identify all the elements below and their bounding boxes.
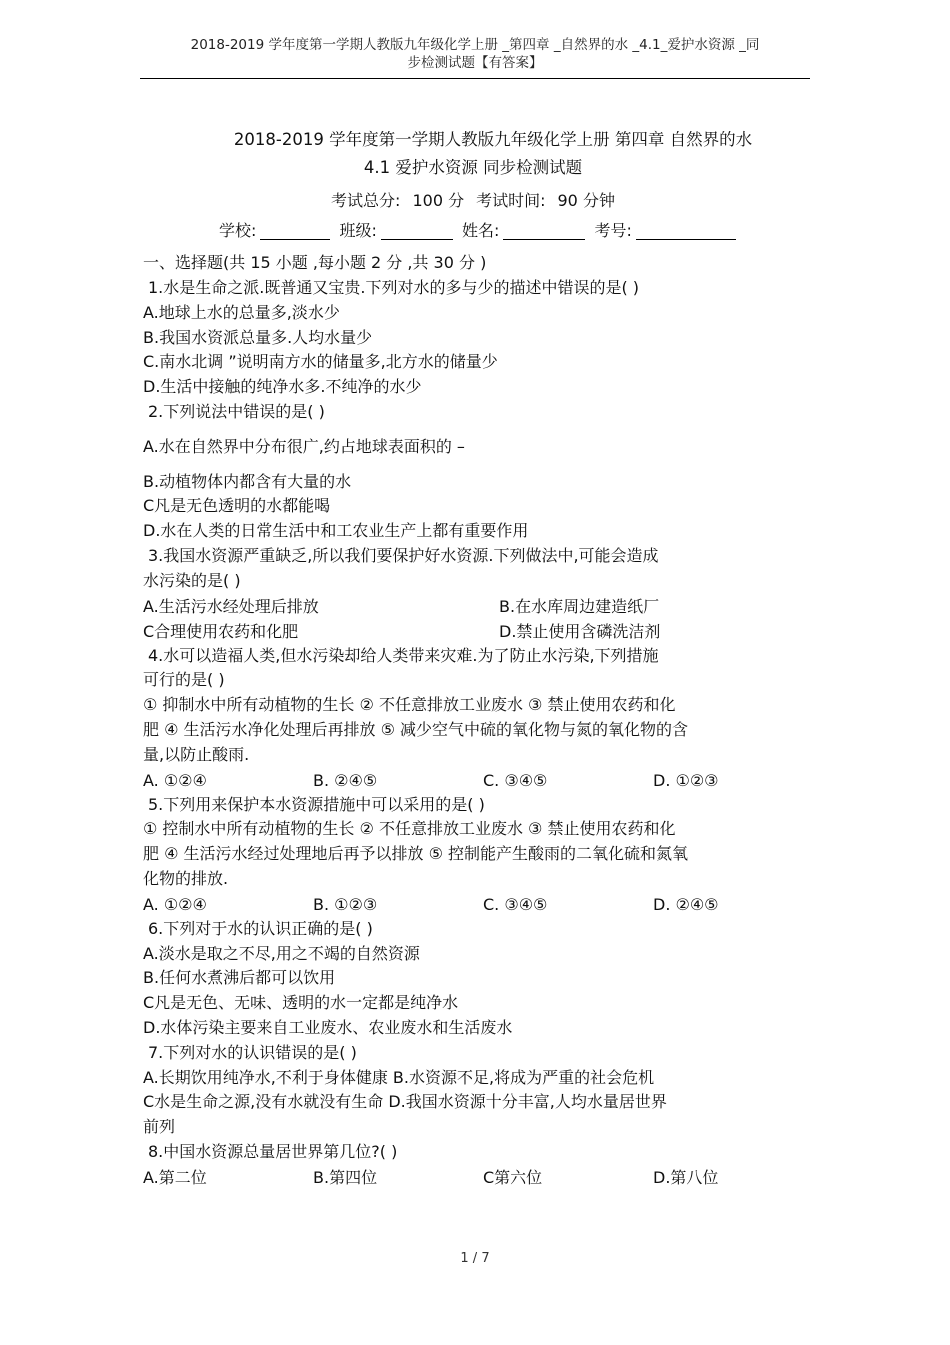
question-8-stem: 8.中国水资源总量居世界第几位?( ): [148, 1141, 398, 1161]
question-1-option-b: B.我国水资派总量多.人均水量少: [143, 327, 373, 347]
question-1-option-d: D.生活中接触的纯净水多.不纯净的水少: [143, 377, 422, 397]
question-4-option-a: A. ①②④: [143, 770, 207, 790]
header-divider: [140, 78, 810, 79]
question-4-body-1: ① 抑制水中所有动植物的生长 ② 不任意排放工业废水 ③ 禁止使用农药和化: [143, 695, 676, 715]
question-3-option-a: A.生活污水经处理后排放: [143, 596, 319, 616]
question-7-options-cd-cont: 前列: [143, 1117, 176, 1137]
question-5-option-b: B. ①②③: [313, 894, 378, 914]
question-5-body-2: 肥 ④ 生活污水经过处理地后再予以排放 ⑤ 控制能产生酸雨的二氧化硫和氮氧: [143, 844, 689, 864]
number-label: 考号:: [594, 221, 632, 240]
running-header-line-1: 2018-2019 学年度第一学期人教版九年级化学上册 _第四章 _自然界的水 _4.1_爱护水资源 _同: [190, 37, 760, 53]
class-blank[interactable]: [381, 219, 453, 240]
question-3-stem-cont: 水污染的是( ): [143, 570, 241, 590]
total-score-label: 考试总分:: [331, 191, 401, 210]
question-2-option-d: D.水在人类的日常生活中和工农业生产上都有重要作用: [143, 521, 529, 541]
question-6-stem: 6.下列对于水的认识正确的是( ): [148, 918, 373, 938]
name-label: 姓名:: [462, 221, 500, 240]
question-3-option-c: C合理使用农药和化肥: [143, 621, 299, 641]
question-8-option-a: A.第二位: [143, 1167, 207, 1187]
exam-time-label: 考试时间:: [476, 191, 546, 210]
class-label: 班级:: [339, 221, 377, 240]
question-1-option-a: A.地球上水的总量多,淡水少: [143, 302, 340, 322]
question-4-stem: 4.水可以造福人类,但水污染却给人类带来灾难.为了防止水污染,下列措施: [148, 645, 659, 665]
question-3-option-d: D.禁止使用含磷洗洁剂: [499, 621, 661, 641]
name-blank[interactable]: [503, 219, 585, 240]
question-8-option-d: D.第八位: [653, 1167, 719, 1187]
question-5-body-1: ① 控制水中所有动植物的生长 ② 不任意排放工业废水 ③ 禁止使用农药和化: [143, 819, 676, 839]
question-2-option-a: A.水在自然界中分布很广,约占地球表面积的 –: [143, 436, 465, 456]
page-number: 1 / 7: [460, 1251, 490, 1266]
number-blank[interactable]: [636, 219, 736, 240]
question-5-option-a: A. ①②④: [143, 894, 207, 914]
question-4-body-3: 量,以防止酸雨.: [143, 744, 250, 764]
question-7-stem: 7.下列对水的认识错误的是( ): [148, 1042, 357, 1062]
student-info: [215, 216, 803, 246]
exam-meta: [143, 186, 803, 216]
question-1-stem: 1.水是生命之派.既普通又宝贵.下列对水的多与少的描述中错误的是( ): [148, 278, 640, 297]
document-title-line-1: 2018-2019 学年度第一学期人教版九年级化学上册 第四章 自然界的水: [233, 130, 753, 149]
question-3-option-b: B.在水库周边建造纸厂: [499, 596, 660, 616]
question-6-option-d: D.水体污染主要来自工业废水、农业废水和生活废水: [143, 1017, 513, 1037]
school-blank[interactable]: [260, 219, 330, 240]
exam-time-value: 90 分钟: [557, 191, 615, 210]
school-label: 学校:: [219, 221, 257, 240]
question-4-stem-cont: 可行的是( ): [143, 670, 225, 690]
question-5-option-d: D. ②④⑤: [653, 894, 719, 914]
question-1-option-c: C.南水北调 ”说明南方水的储量多,北方水的储量少: [143, 352, 498, 372]
section-title: 一、选择题(共 15 小题 ,每小题 2 分 ,共 30 分 ): [143, 253, 487, 272]
question-6-option-a: A.淡水是取之不尽,用之不竭的自然资源: [143, 943, 420, 963]
running-header-line-2: 步检测试题【有答案】: [407, 55, 543, 71]
question-4-option-d: D. ①②③: [653, 770, 719, 790]
question-3-options-row-1: [143, 594, 803, 619]
question-4-option-c: C. ③④⑤: [483, 770, 548, 790]
question-5-options: [143, 892, 803, 917]
question-2-option-c: C凡是无色透明的水都能喝: [143, 496, 331, 516]
question-4-options: [143, 768, 803, 793]
question-3-options-row-2: [143, 619, 803, 644]
question-5-body-3: 化物的排放.: [143, 868, 229, 888]
question-6-option-c: C凡是无色、无味、透明的水一定都是纯净水: [143, 993, 459, 1013]
question-8-option-c: C第六位: [483, 1167, 543, 1187]
question-5-option-c: C. ③④⑤: [483, 894, 548, 914]
question-4-option-b: B. ②④⑤: [313, 770, 378, 790]
question-5-stem: 5.下列用来保护本水资源措施中可以采用的是( ): [148, 794, 485, 814]
question-2-stem: 2.下列说法中错误的是( ): [148, 401, 325, 421]
question-7-options-cd: C水是生命之源,没有水就没有生命 D.我国水资源十分丰富,人均水量居世界: [143, 1092, 667, 1112]
question-2-option-b: B.动植物体内都含有大量的水: [143, 471, 352, 491]
question-8-option-b: B.第四位: [313, 1167, 378, 1187]
question-8-options: [143, 1165, 803, 1190]
page-content: [143, 126, 803, 1190]
question-6-option-b: B.任何水煮沸后都可以饮用: [143, 968, 336, 988]
question-3-stem: 3.我国水资源严重缺乏,所以我们要保护好水资源.下列做法中,可能会造成: [148, 545, 659, 565]
running-header: [140, 36, 810, 72]
question-4-body-2: 肥 ④ 生活污水净化处理后再排放 ⑤ 减少空气中硫的氧化物与氮的氧化物的含: [143, 719, 689, 739]
document-title-line-2: 4.1 爱护水资源 同步检测试题: [363, 158, 583, 177]
question-7-options-ab: A.长期饮用纯净水,不利于身体健康 B.水资源不足,将成为严重的社会危机: [143, 1067, 655, 1087]
total-score-value: 100 分: [412, 191, 465, 210]
